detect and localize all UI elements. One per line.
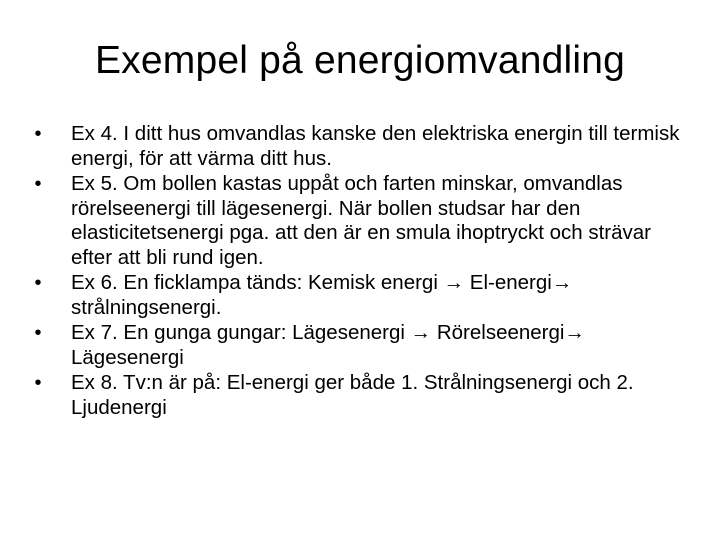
slide-title: Exempel på energiomvandling: [94, 39, 626, 82]
bullet-icon: •: [34, 321, 42, 344]
bullet-item-ex4: [31, 122, 681, 172]
bullet-text: Ex 6. En ficklampa tänds: Kemisk energi → El-energi→ strålningsenergi.: [71, 271, 573, 319]
bullet-text: Ex 4. I ditt hus omvandlas kanske den elektriska energin till termisk energi, för att värma ditt hus.: [71, 122, 680, 170]
bullet-item-ex7: [31, 321, 681, 371]
bullet-icon: •: [34, 172, 42, 195]
bullet-item-ex8: [31, 371, 681, 421]
bullet-text: Ex 8. Tv:n är på: El-energi ger både 1. Strålningsenergi och 2. Ljudenergi: [71, 370, 634, 419]
bullet-icon: •: [34, 371, 42, 394]
bullet-text: Ex 7. En gunga gungar: Lägesenergi → Rörelseenergi→ Lägesenergi: [71, 320, 585, 369]
bullet-list: [31, 122, 681, 421]
bullet-item-ex6: [31, 271, 681, 321]
bullet-text: Ex 5. Om bollen kastas uppåt och farten minskar, omvandlas rörelseenergi till lägesenergi. När bollen studsar har den elasticitetsenergi pga. att den är en smula ihoptryckt och strävar efter att bli rund igen.: [71, 171, 651, 270]
bullet-item-ex5: [31, 172, 681, 271]
bullet-icon: •: [34, 123, 42, 145]
bullet-icon: •: [34, 272, 42, 295]
